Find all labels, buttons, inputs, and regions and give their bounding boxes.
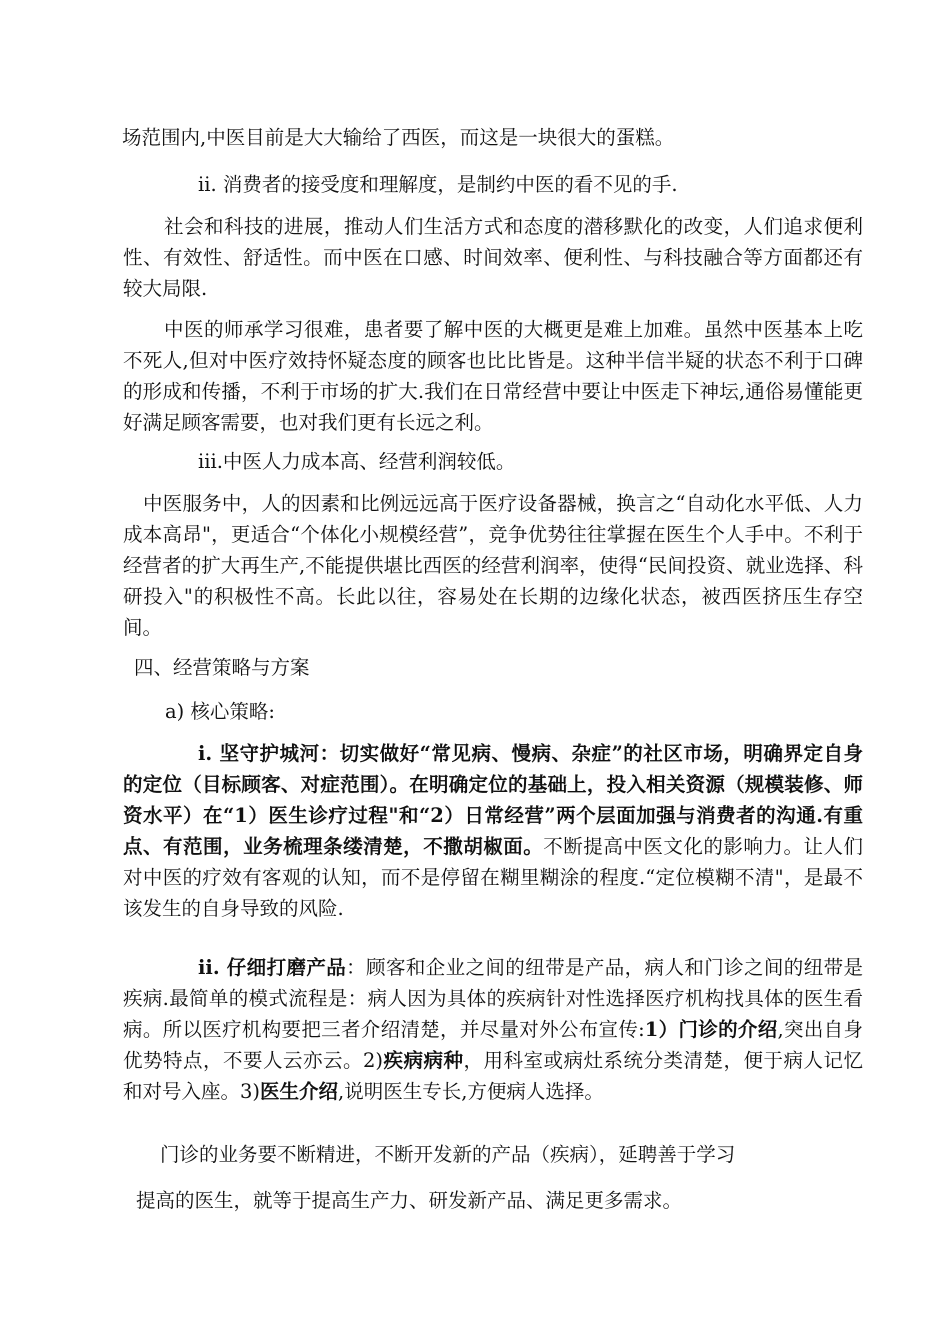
- paragraph-social-tech-progress: 社会和科技的进展，推动人们生活方式和态度的潜移默化的改变，人们追求便利性、有效性、舒适性。而中医在口感、时间效率、便利性、与科技融合等方面都还有较大局限.: [123, 215, 863, 300]
- strategy-product-text-a: ：顾客和企业之间的纽带是产品，病人和门诊之间的纽带是疾病.最简单的模式流程是：病人因为具体的疾病针对性选择医疗机构找具体的医生看病。所以医疗机构要把三者介绍清楚，并尽量对外公布宣传:: [123, 956, 863, 1041]
- strategy-product-doctor-intro: 医生介绍: [260, 1080, 339, 1103]
- heading-core-strategy: a) 核心策略:: [165, 700, 276, 723]
- paragraph-market-scope: 场范围内,中医目前是大大输给了西医，而这是一块很大的蛋糕。: [122, 126, 675, 149]
- strategy-product-text-c: ,突出自身优势特点，不要人云亦云。2): [123, 1018, 863, 1072]
- strategy-product-label: ii. 仔细打磨产品: [198, 956, 347, 979]
- strategy-product-text-e: ,说明医生专长,方便病人选择。: [338, 1080, 604, 1103]
- heading-section-four: 四、经营策略与方案: [134, 656, 310, 679]
- strategy-moat-bold: i. 坚守护城河：切实做好“常见病、慢病、杂症”的社区市场，明确界定自身的定位（目标顾客、对症范围）。在明确定位的基础上，投入相关资源（规模装修、师资水平）在“1）医生诊疗过程"和“2）日常经营”两个层面加强与消费者的沟通.有重点、有范围，业务梳理条缕清楚，不撒胡椒面。: [123, 742, 863, 858]
- paragraph-strategy-product: [123, 952, 863, 1107]
- paragraph-strategy-moat: [123, 738, 863, 924]
- strategy-product-disease-types: 疾病病种: [383, 1049, 464, 1072]
- strategy-product-clinic-intro: 1）门诊的介绍: [644, 1018, 778, 1041]
- paragraph-productivity: 提高的医生，就等于提高生产力、研发新产品、满足更多需求。: [136, 1189, 683, 1212]
- strategy-product-text-d: ，用科室或病灶系统分类清楚，便于病人记忆和对号入座。3): [123, 1049, 863, 1103]
- paragraph-business-improvement: 门诊的业务要不断精进，不断开发新的产品（疾病），延聘善于学习: [160, 1143, 736, 1166]
- strategy-moat-rest: 不断提高中医文化的影响力。让人们对中医的疗效有客观的认知，而不是停留在糊里糊涂的程度.“定位模糊不清"，是最不该发生的自身导致的风险.: [123, 835, 863, 920]
- paragraph-master-apprentice: 中医的师承学习很难，患者要了解中医的大概更是难上加难。虽然中医基本上吃不死人,但对中医疗效持怀疑态度的顾客也比比皆是。这种半信半疑的状态不利于口碑的形成和传播，不利于市场的扩大.我们在日常经营中要让中医走下神坛,通俗易懂能更好满足顾客需要，也对我们更有长远之利。: [123, 318, 863, 434]
- heading-labor-cost: iii.中医人力成本高、经营利润较低。: [198, 450, 516, 473]
- heading-consumer-acceptance: ii. 消费者的接受度和理解度，是制约中医的看不见的手.: [198, 173, 678, 196]
- paragraph-labor-factors: 中医服务中，人的因素和比例远远高于医疗设备器械，换言之“自动化水平低、人力成本高昂"，更适合“个体化小规模经营”，竞争优势往往掌握在医生个人手中。不利于经营者的扩大再生产,不能提供堪比西医的经营利润率，使得“民间投资、就业选择、科研投入"的积极性不高。长此以往，容易处在长期的边缘化状态，被西医挤压生存空间。: [123, 492, 863, 639]
